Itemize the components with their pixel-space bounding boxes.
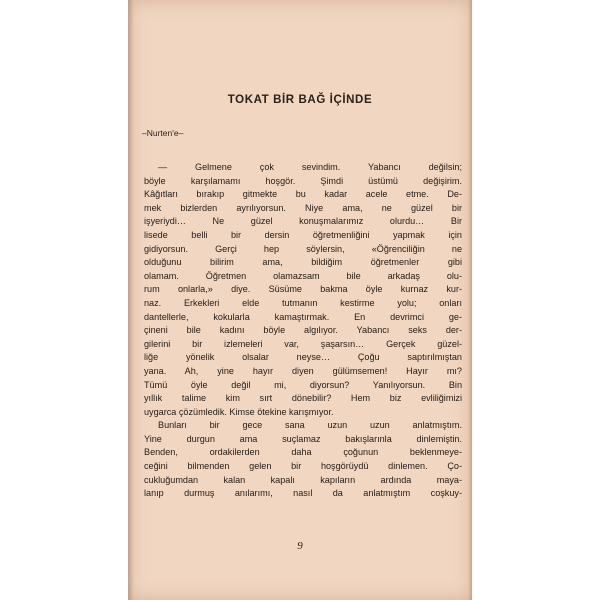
page-number: 9 [297, 540, 303, 552]
text-line: Benden, ordakilerden daha çoğunun beklenmeye- [144, 447, 462, 458]
book-page [128, 0, 472, 600]
body-text [144, 161, 462, 501]
text-line: Kâğıtları bırakıp gitmekte bu kadar acele etme. De- [144, 189, 462, 200]
text-line: böyle karşılamamı hoşgör. Şimdi üstümü değişirim. [144, 175, 462, 186]
text-line: olamam. Öğretmen olamazsam bile arkadaş olu- [144, 270, 462, 281]
text-line: yıllık talime kim sırt dönebilir? Hem biz evliliğimizi [144, 393, 462, 404]
text-line: gidiyorsun. Gerçi hep söylersin, «Öğrenciliğin ne [144, 243, 462, 254]
text-line: dantellerle, kokularla kamaştırmak. En devrimci ge- [144, 311, 462, 322]
text-line: ceğini bilmenden gelen bir hoşgörüydü dinlemen. Ço- [144, 461, 462, 472]
text-line: lisede belli bir dersin öğretmenliğini yapmak için [144, 229, 462, 240]
chapter-title: TOKAT BİR BAĞ İÇİNDE [227, 94, 373, 106]
text-line: işyeriydi… Ne güzel konuşmalarımız olurdu… Bir [144, 216, 462, 227]
text-line: Yine durgun ama suçlamaz bakışlarınla dinlemiştin. [144, 433, 462, 444]
text-line: Bunları bir gece sana uzun uzun anlatmıştım. [158, 420, 462, 431]
text-line: cukluğumdan kalan kapalı kapıların ardında maya- [144, 474, 462, 485]
text-line: lanıp durmuş anılarımı, nasıl da anlatmıştım coşkuy- [144, 488, 462, 499]
text-line: liğe yönelik olsalar neyse… Çoğu saptırılmıştan [144, 352, 462, 363]
text-line: uygarca çözümledik. Kimse ötekine karışmıyor. [144, 406, 334, 417]
text-line: naz. Erkekleri elde tutmanın kestirme yolu; onları [144, 297, 462, 308]
text-line: olduğunu bilirim ama, bildiğim öğretmenler gibi [144, 257, 462, 268]
text-line: gilerini bir izlemeleri var, şaşarsın… Gerçek güzel- [144, 338, 462, 349]
text-line: mek bizlerden ayrılıyorsun. Niye ama, ne güzel bir [144, 202, 462, 213]
text-line: yana. Ah, yine hayır diyen gülümsemen! Hayır mı? [144, 365, 462, 376]
dedication: –Nurten'e– [142, 128, 184, 138]
text-line: Tümü öyle değil mi, diyorsun? Yanılıyorsun. Bin [144, 379, 462, 390]
text-line: çineni bile kadını böyle algılıyor. Yabancı seks der- [144, 325, 462, 336]
text-line: — Gelmene çok sevindim. Yabancı değilsin; [158, 162, 462, 172]
text-line: rum onlarla,» diye. Süsüme bakma öyle kurnaz kur- [144, 284, 462, 295]
